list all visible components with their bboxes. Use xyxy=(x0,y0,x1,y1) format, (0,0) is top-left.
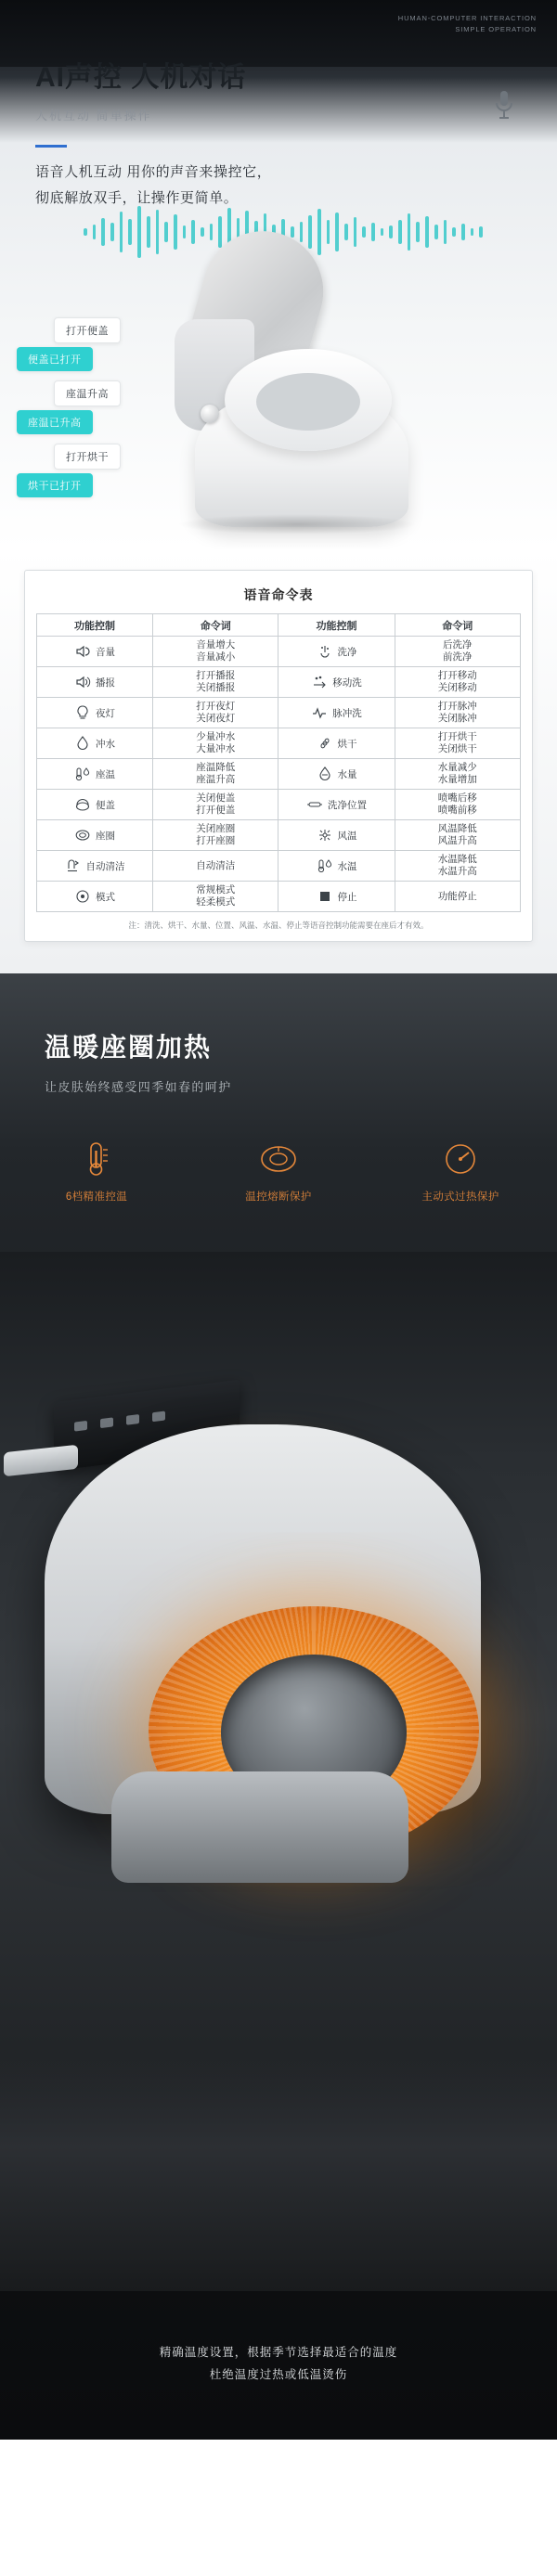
command-word: 前洗净 xyxy=(443,651,473,663)
wave-bar xyxy=(93,225,97,239)
stop-icon xyxy=(317,888,333,905)
command-word: 关闭座圈 xyxy=(196,823,236,834)
heat-feature-1 xyxy=(27,1139,166,1204)
cell-command-right xyxy=(395,667,520,698)
command-word: 后洗净 xyxy=(443,639,473,650)
gauge-icon xyxy=(391,1139,530,1179)
function-label-left: 模式 xyxy=(96,891,116,903)
function-label-left: 自动清洁 xyxy=(85,860,125,872)
page-subtitle: 人机互动 简单操作 xyxy=(35,109,152,122)
control-panel-keys xyxy=(74,1411,165,1432)
smart-toilet-illustration xyxy=(139,230,446,536)
accent-rule xyxy=(35,145,67,148)
cell-command-right xyxy=(395,851,520,882)
command-word: 关闭夜灯 xyxy=(196,713,236,724)
chat-bubble-reply-1: 便盖已打开 xyxy=(17,347,93,371)
cell-command-right xyxy=(395,790,520,820)
cell-function-left xyxy=(37,759,153,790)
air-temp-icon xyxy=(317,827,333,844)
cell-function-right xyxy=(278,882,395,912)
heated-seat-photo xyxy=(0,1252,557,2291)
function-label-right: 水温 xyxy=(337,860,357,872)
cell-function-right xyxy=(278,790,395,820)
cell-function-left xyxy=(37,667,153,698)
heat-footer-text xyxy=(0,2341,557,2386)
cell-function-left xyxy=(37,790,153,820)
command-word: 打开移动 xyxy=(437,670,477,681)
chat-bubble-command-2: 座温升高 xyxy=(54,380,121,406)
wash-icon xyxy=(317,643,333,660)
function-label-left: 座温 xyxy=(96,768,116,780)
command-word: 轻柔模式 xyxy=(196,896,236,908)
microphone-icon xyxy=(492,89,516,121)
toilet-seat xyxy=(225,349,392,451)
voice-heading-group xyxy=(35,54,246,123)
move-wash-icon xyxy=(311,674,328,690)
table-row xyxy=(37,790,521,820)
heat-feature-1-label: 6档精准控温 xyxy=(65,1191,128,1203)
command-word: 打开脉冲 xyxy=(437,701,477,712)
wave-bar xyxy=(120,212,123,252)
cell-command-right xyxy=(395,728,520,759)
command-word: 打开便盖 xyxy=(196,805,236,816)
cell-command-right xyxy=(395,759,520,790)
table-row xyxy=(37,759,521,790)
toilet-base xyxy=(111,1771,408,1883)
function-label-right: 洗净位置 xyxy=(328,799,367,811)
function-label-left: 音量 xyxy=(96,646,116,658)
wave-bar xyxy=(110,223,114,241)
heat-feature-2 xyxy=(209,1139,348,1204)
cell-function-right xyxy=(278,728,395,759)
command-word: 打开座圈 xyxy=(196,835,236,846)
command-word: 风温升高 xyxy=(437,835,477,846)
command-word: 音量减小 xyxy=(196,651,236,663)
cell-function-left xyxy=(37,851,153,882)
cell-command-left xyxy=(153,851,278,882)
voice-description-line1: 语音人机互动 用你的声音来操控它， xyxy=(35,164,272,180)
command-word: 水温降低 xyxy=(437,854,477,865)
toilet-body-photo xyxy=(45,1424,481,1814)
heat-title: 温暖座圈加热 xyxy=(45,1033,213,1062)
wave-bar xyxy=(461,224,465,240)
function-label-left: 夜灯 xyxy=(96,707,116,719)
flush-icon xyxy=(74,735,91,752)
cell-command-left xyxy=(153,667,278,698)
command-word: 自动清洁 xyxy=(196,859,236,871)
function-label-right: 水量 xyxy=(337,768,357,780)
table-row xyxy=(37,728,521,759)
function-label-left: 播报 xyxy=(96,676,116,689)
heat-feature-2-label: 温控熔断保护 xyxy=(245,1191,312,1203)
cell-command-left xyxy=(153,882,278,912)
chat-bubble-reply-2: 座温已升高 xyxy=(17,410,93,434)
command-word: 风温降低 xyxy=(437,823,477,834)
command-word: 少量冲水 xyxy=(196,731,236,742)
command-table xyxy=(36,613,521,912)
command-word: 关闭烘干 xyxy=(437,743,477,754)
wave-bar xyxy=(101,218,105,246)
cell-function-left xyxy=(37,820,153,851)
heat-feature-3-label: 主动式过热保护 xyxy=(421,1191,499,1203)
command-word: 水量减少 xyxy=(437,762,477,773)
cell-function-right xyxy=(278,820,395,851)
command-table-card xyxy=(24,570,533,942)
table-row xyxy=(37,820,521,851)
chat-bubble-command-1: 打开便盖 xyxy=(54,317,121,343)
page-title: AI声控 人机对话 xyxy=(35,62,247,93)
table-header-cmd-left: 命令词 xyxy=(153,614,278,637)
wave-bar xyxy=(479,226,483,238)
table-header-row xyxy=(37,614,521,637)
voice-command-table-section xyxy=(0,549,557,973)
cell-command-left xyxy=(153,759,278,790)
table-row xyxy=(37,882,521,912)
cell-function-right xyxy=(278,698,395,728)
heat-feature-3 xyxy=(391,1139,530,1204)
side-arm xyxy=(4,1445,78,1476)
cell-command-left xyxy=(153,790,278,820)
table-row xyxy=(37,851,521,882)
chat-bubble-command-3: 打开烘干 xyxy=(54,444,121,470)
top-bar-en-line2: SIMPLE OPERATION xyxy=(455,25,537,33)
wave-bar xyxy=(471,228,474,236)
command-word: 打开播报 xyxy=(196,670,236,681)
floor-gradient xyxy=(0,2050,557,2291)
command-word: 关闭移动 xyxy=(437,682,477,693)
heat-subtitle: 让皮肤始终感受四季如春的呵护 xyxy=(45,1080,232,1094)
command-word: 音量增大 xyxy=(196,639,236,650)
command-table-note: 注：清洗、烘干、水量、位置、风温、水温、停止等语音控制功能需要在座后才有效。 xyxy=(128,921,429,930)
table-row xyxy=(37,698,521,728)
wave-bar xyxy=(452,227,456,237)
cell-function-left xyxy=(37,882,153,912)
command-word: 功能停止 xyxy=(437,890,477,902)
command-word: 水温升高 xyxy=(437,866,477,877)
seat-fuse-icon xyxy=(209,1139,348,1179)
wash-position-icon xyxy=(306,796,323,813)
heat-heading-group xyxy=(45,1027,232,1095)
cell-function-left xyxy=(37,637,153,667)
function-label-left: 冲水 xyxy=(96,738,116,750)
cell-command-right xyxy=(395,698,520,728)
night-light-icon xyxy=(74,704,91,721)
cell-command-right xyxy=(395,820,520,851)
function-label-right: 脉冲洗 xyxy=(332,707,362,719)
cell-function-left xyxy=(37,728,153,759)
command-word: 打开夜灯 xyxy=(196,701,236,712)
function-label-right: 烘干 xyxy=(337,738,357,750)
cell-command-right xyxy=(395,637,520,667)
command-word: 座温降低 xyxy=(196,762,236,773)
lid-icon xyxy=(74,796,91,813)
volume-icon xyxy=(74,643,91,660)
heat-footer-line1: 精确温度设置，根据季节选择最适合的温度 xyxy=(159,2346,398,2359)
cell-function-right xyxy=(278,851,395,882)
top-bar-en-line1: HUMAN-COMPUTER INTERACTION xyxy=(397,14,537,22)
command-word: 大量冲水 xyxy=(196,743,236,754)
command-word: 喷嘴后移 xyxy=(437,792,477,804)
command-word: 常规模式 xyxy=(196,884,236,895)
speaker-icon xyxy=(74,674,91,690)
heat-feature-row xyxy=(0,1139,557,1204)
seat-temp-icon xyxy=(74,766,91,782)
toilet-side-button xyxy=(201,405,219,423)
table-header-cmd-right: 命令词 xyxy=(395,614,520,637)
command-word: 关闭脉冲 xyxy=(437,713,477,724)
table-header-fn-left: 功能控制 xyxy=(37,614,153,637)
cell-function-right xyxy=(278,667,395,698)
function-label-left: 便盖 xyxy=(96,799,116,811)
function-label-left: 座圈 xyxy=(96,830,116,842)
command-word: 水量增加 xyxy=(437,774,477,785)
cell-command-right xyxy=(395,882,520,912)
command-word: 喷嘴前移 xyxy=(437,805,477,816)
function-label-right: 洗净 xyxy=(337,646,357,658)
cell-command-left xyxy=(153,728,278,759)
seat-ring-icon xyxy=(74,827,91,844)
table-row xyxy=(37,667,521,698)
cell-command-left xyxy=(153,820,278,851)
wave-bar xyxy=(84,228,87,236)
command-word: 打开烘干 xyxy=(437,731,477,742)
cell-function-right xyxy=(278,759,395,790)
command-table-title: 语音命令表 xyxy=(243,587,314,602)
command-word: 关闭便盖 xyxy=(196,792,236,804)
cell-function-left xyxy=(37,698,153,728)
function-label-right: 风温 xyxy=(337,830,357,842)
function-label-right: 移动洗 xyxy=(332,676,362,689)
toilet-shadow xyxy=(176,514,418,535)
function-label-right: 停止 xyxy=(337,891,357,903)
voice-description-line2: 彻底解放双手，让操作更简单。 xyxy=(35,190,239,206)
auto-clean-icon xyxy=(65,857,82,874)
chat-bubble-reply-3: 烘干已打开 xyxy=(17,473,93,497)
water-volume-icon xyxy=(317,766,333,782)
heated-seat-section xyxy=(0,973,557,2440)
cell-command-left xyxy=(153,637,278,667)
command-word: 座温升高 xyxy=(196,774,236,785)
cell-function-right xyxy=(278,637,395,667)
heat-footer-line2: 杜绝温度过热或低温烫伤 xyxy=(209,2368,348,2381)
cell-command-left xyxy=(153,698,278,728)
thermometer-icon xyxy=(27,1139,166,1179)
voice-control-section xyxy=(0,0,557,549)
command-word: 关闭播报 xyxy=(196,682,236,693)
table-row xyxy=(37,637,521,667)
wave-bar xyxy=(128,219,132,245)
top-bar-english-text xyxy=(398,13,537,35)
mode-icon xyxy=(74,888,91,905)
pulse-wash-icon xyxy=(311,704,328,721)
water-temp-icon xyxy=(317,857,333,874)
table-header-fn-right: 功能控制 xyxy=(278,614,395,637)
dry-icon xyxy=(317,735,333,752)
